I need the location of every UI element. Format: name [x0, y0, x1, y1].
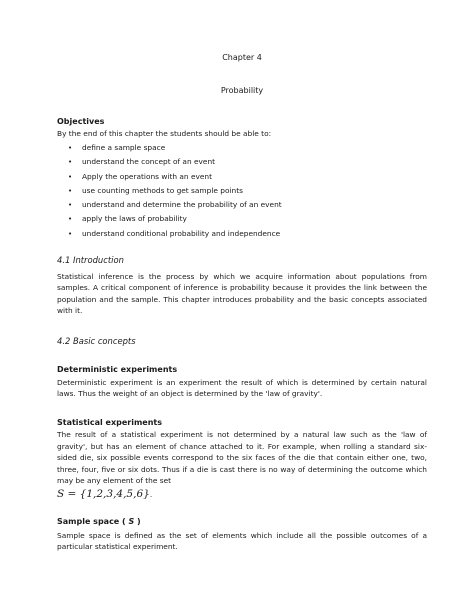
bullet-icon: • [68, 229, 73, 238]
page-title: Probability [220, 86, 264, 95]
deterministic-paragraph: Deterministic experiment is an experiment the result of which is determined by certain natural laws. Thus the weight of an object is determined by the 'law of gravity'. [57, 377, 427, 399]
bullet-icon: • [68, 144, 73, 152]
bullet-icon: • [68, 201, 73, 210]
basic-concepts-heading: 4.2 Basic concepts [57, 335, 136, 346]
list-item: • define a sample space [57, 141, 427, 155]
sample-space-heading: Sample space ( S ) [57, 517, 141, 527]
list-item: • understand the concept of an event [57, 155, 427, 169]
objectives-list [57, 141, 427, 241]
list-item: • understand and determine the probability of an event [57, 198, 427, 212]
statistical-heading: Statistical experiments [57, 417, 163, 427]
sample-space-paragraph: Sample space is defined as the set of elements which include all the possible outcomes of a particular statistical experiment. [57, 530, 427, 552]
list-item: • apply the laws of probability [57, 212, 427, 226]
statistical-paragraph: The result of a statistical experiment is not determined by a natural law such as the 'law of gravity', but has an element of chance attached to it. For example, when rolling a standard six-sided die, six possible events correspond to the six faces of the die that contain either one, two, three, four, five or six dots. Thus if a die is cast there is no way of determining the outcome which may be any element of the set [57, 430, 427, 486]
chapter-label: Chapter 4 [222, 53, 262, 62]
bullet-icon: • [68, 172, 73, 181]
introduction-paragraph: Statistical inference is the process by which we acquire information about populations from samples. A critical component of inference is probability because it provides the link between the population and the sample. This chapter introduces probability and the basic concepts associated with it. [57, 271, 427, 316]
bullet-icon: • [68, 186, 73, 195]
objectives-intro: By the end of this chapter the students should be able to: [57, 128, 272, 138]
objectives-heading: Objectives [57, 117, 105, 126]
deterministic-heading: Deterministic experiments [57, 365, 178, 375]
bullet-icon: • [68, 215, 73, 224]
list-item: • Apply the operations with an event [57, 170, 427, 184]
list-item: • use counting methods to get sample points [57, 184, 427, 198]
introduction-heading: 4.1 Introduction [57, 255, 124, 266]
bullet-icon: • [68, 158, 73, 167]
list-item: • understand conditional probability and independence [57, 227, 427, 241]
sample-set-formula: S = {1,2,3,4,5,6}. [57, 487, 153, 500]
